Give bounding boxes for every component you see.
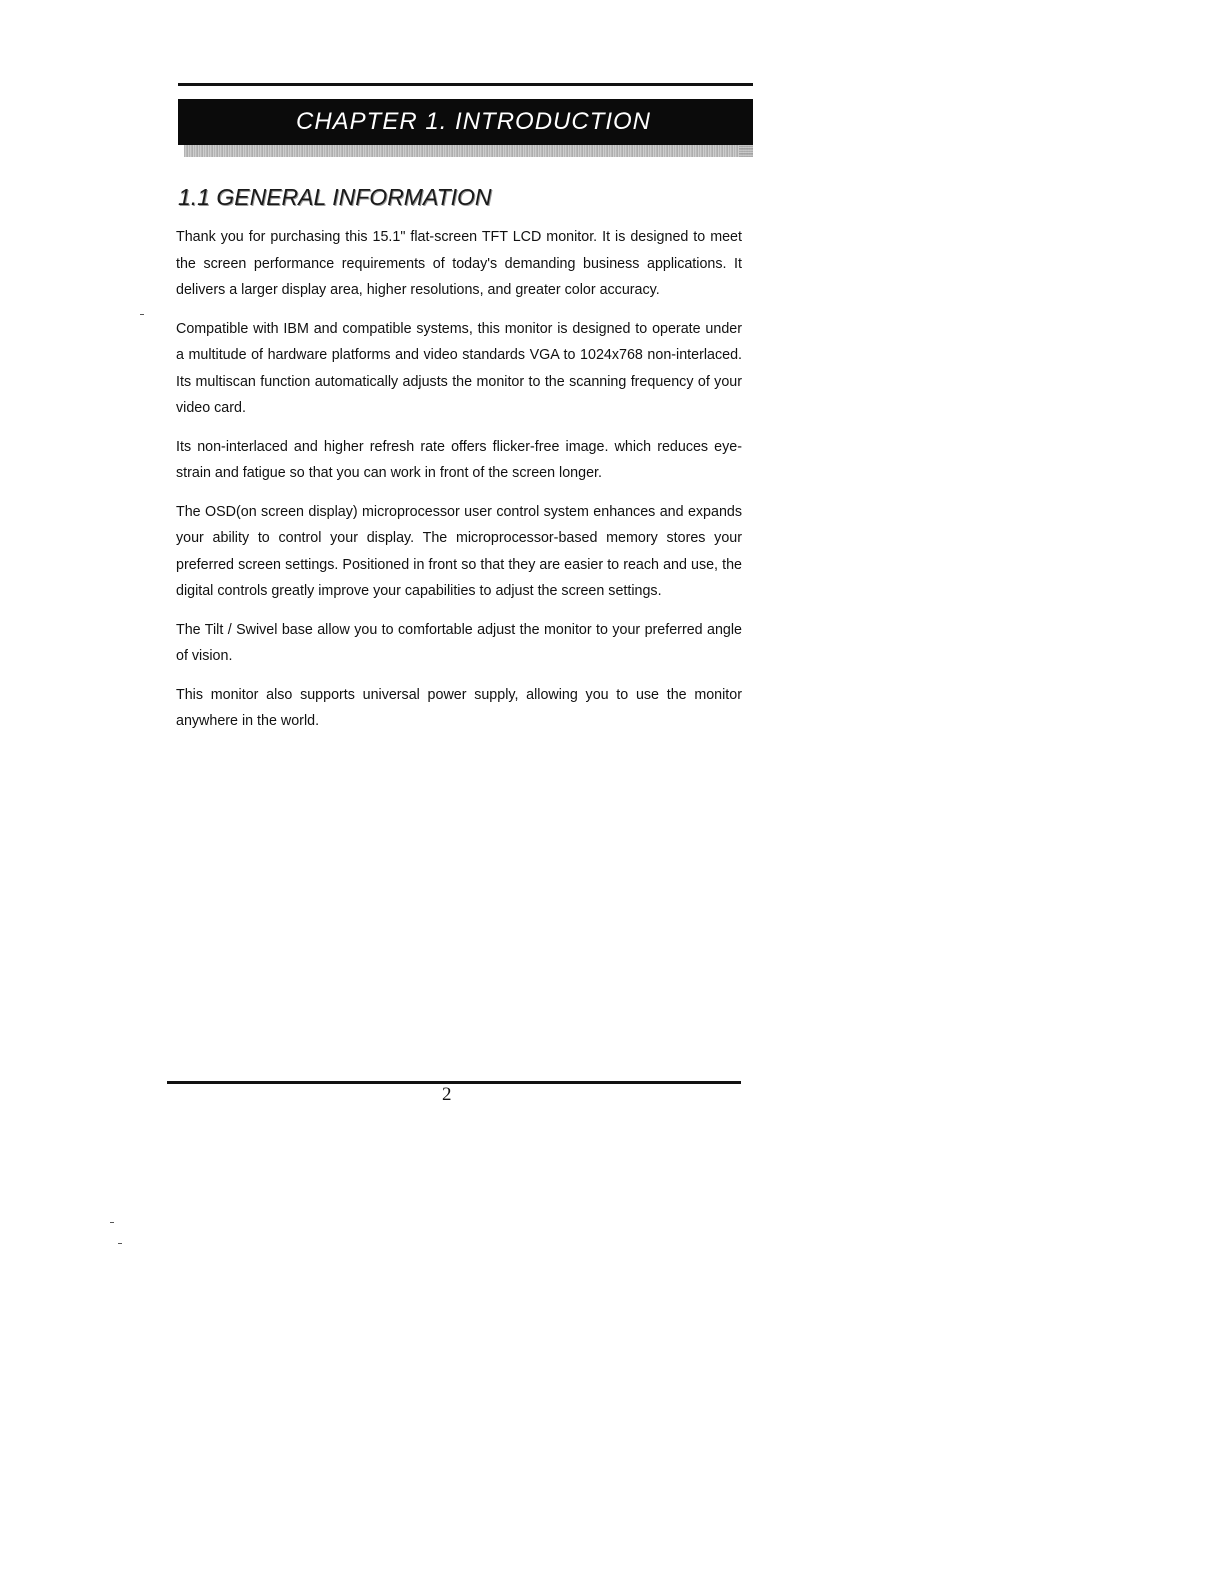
paragraph-osd: The OSD(on screen display) microprocessor user control system enhances and expands your ability to control your display. The microprocessor-based memory stores your preferred screen settings. Positioned in front so that they are easier to reach and use, the digital controls greatly improve your capabilities to adjust the screen settings. (176, 503, 742, 599)
body-text (176, 224, 742, 747)
page-number: 2 (442, 1084, 452, 1105)
paragraph-intro: Thank you for purchasing this 15.1" flat-screen TFT LCD monitor. It is designed to meet the screen performance requirements of today's demanding business applications. It delivers a larger display area, higher resolutions, and greater color accuracy. (176, 229, 742, 298)
section-title: 1.1 GENERAL INFORMATION (178, 184, 492, 210)
paragraph-tilt-swivel: The Tilt / Swivel base allow you to comfortable adjust the monitor to your preferred angle of vision. (176, 621, 742, 664)
paragraph-compatibility: Compatible with IBM and compatible systems, this monitor is designed to operate under a multitude of hardware platforms and video standards VGA to 1024x768 non-interlaced. Its multiscan function automatically adjusts the monitor to the scanning frequency of your video card. (176, 320, 742, 416)
scan-speck (110, 1222, 114, 1223)
paragraph-refresh-rate: Its non-interlaced and higher refresh rate offers flicker-free image. which reduces eye-strain and fatigue so that you can work in front of the screen longer. (176, 438, 742, 481)
paragraph-power-supply: This monitor also supports universal power supply, allowing you to use the monitor anywhere in the world. (176, 686, 742, 729)
bottom-rule (167, 1081, 741, 1084)
top-rule (178, 83, 753, 86)
chapter-banner-shadow (184, 145, 753, 157)
scan-speck (140, 314, 144, 315)
chapter-title: CHAPTER 1. INTRODUCTION (296, 108, 652, 135)
scan-speck (118, 1243, 122, 1244)
